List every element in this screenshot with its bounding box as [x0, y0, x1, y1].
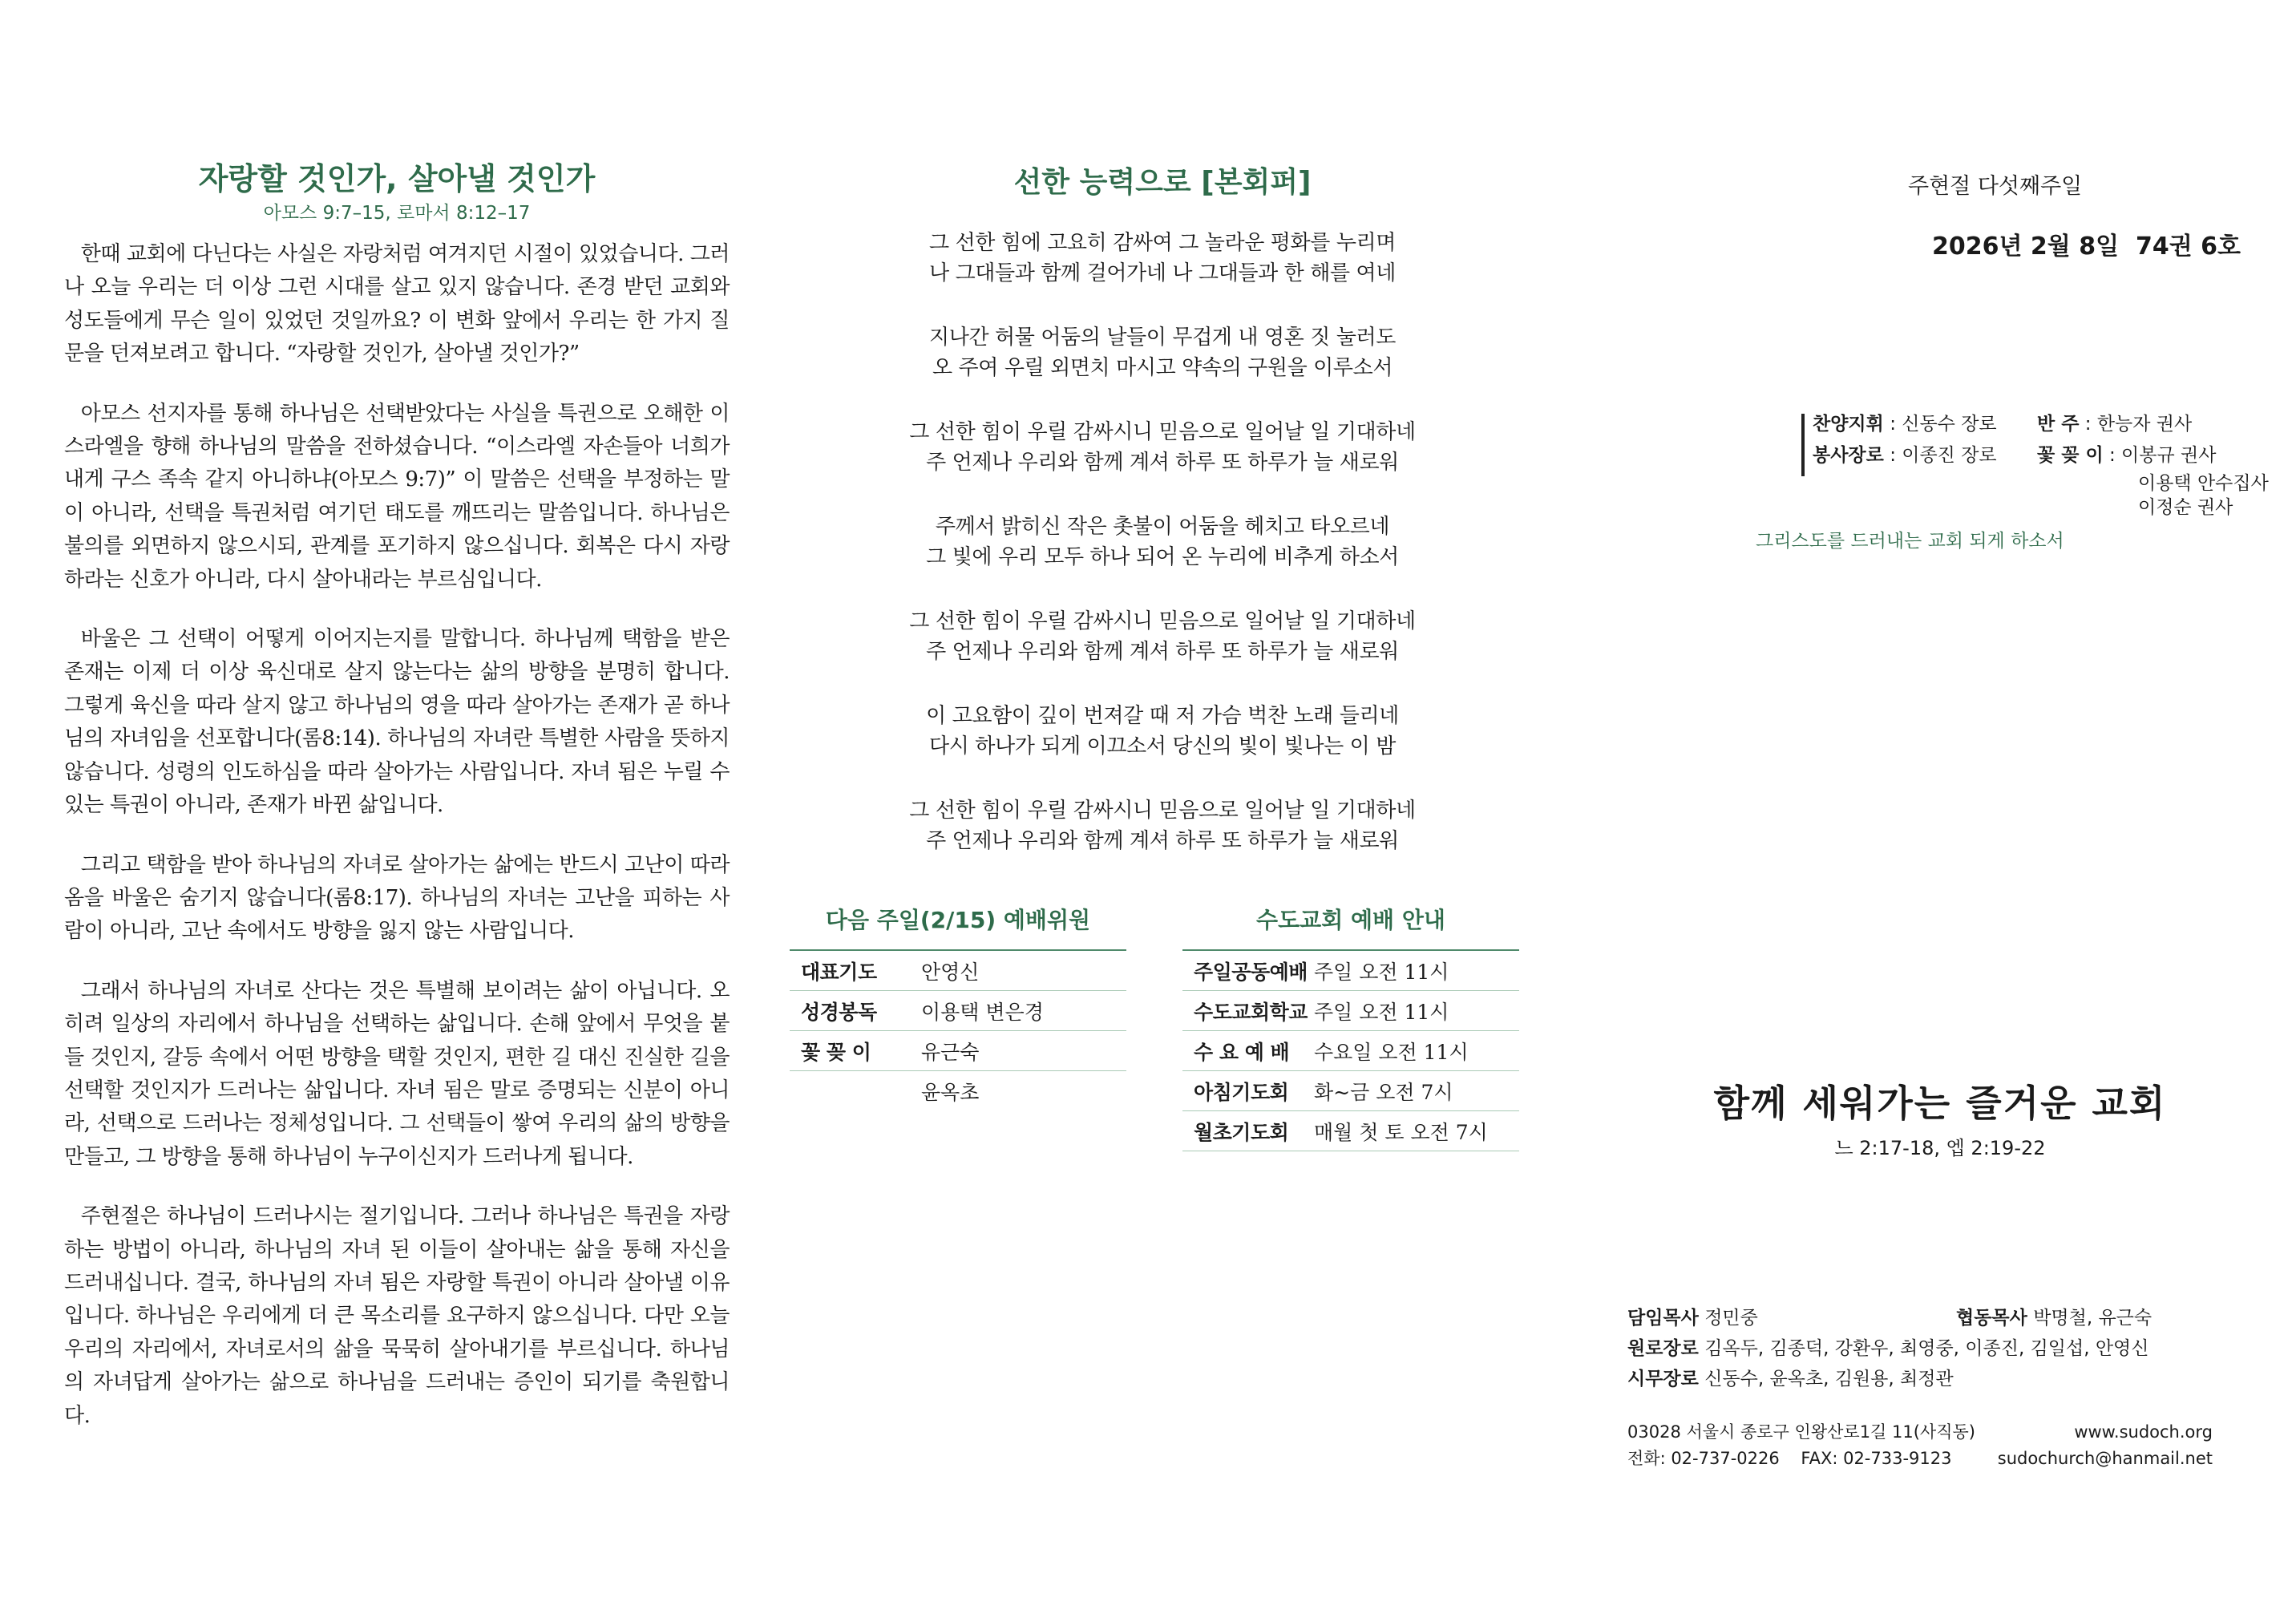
- service-duty-list: [1801, 409, 2269, 520]
- service-name: 주일공동예배: [1194, 960, 1308, 984]
- worship-schedule-title: 수도교회 예배 안내: [1256, 907, 1445, 933]
- hymn-line: 주 언제나 우리와 함께 계셔 하루 또 하루가 늘 새로워: [926, 640, 1399, 664]
- staff-row: [1627, 1333, 2152, 1364]
- issue-volume: 74권 6호: [2135, 233, 2241, 261]
- worship-schedule: [1182, 904, 1519, 1151]
- service-name: 월초기도회: [1194, 1120, 1289, 1144]
- hymn-line: 지나간 허물 어둠의 날들이 무겁게 내 영혼 짓 눌러도: [929, 326, 1396, 350]
- hymn-stanza: [782, 228, 1543, 289]
- church-address: 03028 서울시 종로구 인왕산로1길 11(사직동): [1627, 1422, 1975, 1442]
- hymn-column: [782, 160, 1543, 890]
- hymn-stanza: [782, 512, 1543, 572]
- table-row: [1182, 951, 1519, 991]
- next-week-committee: [790, 904, 1126, 1110]
- hymn-line: 나 그대들과 함께 걸어가네 나 그대들과 한 해를 여네: [929, 261, 1396, 285]
- table-row: [1182, 991, 1519, 1031]
- sermon-scripture-reference: 아모스 9:7–15, 로마서 8:12–17: [263, 203, 531, 224]
- duty-value: : 이종진 장로: [1890, 445, 1997, 466]
- staff-row: [1627, 1364, 2152, 1394]
- role-value: 유근숙: [921, 1040, 980, 1064]
- role-value: 이용택 변은경: [921, 1000, 1044, 1024]
- service-time: 매월 첫 토 오전 7시: [1314, 1120, 1488, 1144]
- duty-value: 이용택 안수집사: [2138, 473, 2269, 494]
- church-motto: 그리스도를 드러내는 교회 되게 하소서: [1756, 531, 2064, 552]
- staff-label: 시무장로: [1627, 1369, 1699, 1389]
- duty-value: : 이봉규 권사: [2108, 445, 2217, 466]
- issue-date: 2026년 2월 8일: [1932, 233, 2120, 261]
- church-contact: [1627, 1419, 2213, 1472]
- hymn-stanza: [782, 795, 1543, 856]
- duty-row: [1801, 440, 2269, 471]
- hymn-line: 주 언제나 우리와 함께 계셔 하루 또 하루가 늘 새로워: [926, 829, 1399, 853]
- service-time: 화~금 오전 7시: [1314, 1080, 1453, 1104]
- worship-schedule-table: [1182, 949, 1519, 1151]
- issue-date-line: [1932, 226, 2241, 261]
- duty-row: [1801, 409, 2269, 440]
- church-slogan: 함께 세워가는 즐거운 교회: [1713, 1082, 2167, 1125]
- sermon-paragraph: 바울은 그 선택이 어떻게 이어지는지를 말합니다. 하나님께 택함을 받은 존재는 이제 더 이상 육신대로 살지 않는다는 삶의 방향을 분명히 합니다. 그렇게 육신을 따라 살지 않고 하나님의 영을 따라 살아가는 존재가 곧 하나님의 자녀임을 선포합니다(롬8:14). 하나님의 자녀란 특별한 사람을 뜻하지 않습니다. 성령의 인도하심을 따라 살아가는 사람입니다. 자녀 됨은 누릴 수 있는 특권이 아니라, 존재가 바뀐 삶입니다.: [64, 627, 730, 818]
- role-value: 윤옥초: [921, 1080, 980, 1104]
- hymn-line: 그 선한 힘이 우릴 감싸시니 믿음으로 일어날 일 기대하네: [909, 799, 1416, 823]
- sermon-paragraph: 주현절은 하나님이 드러나시는 절기입니다. 그러나 하나님은 특권을 자랑하는 방법이 아니라, 하나님의 자녀 된 이들이 살아내는 삶을 통해 자신을 드러내십니다. 결국, 하나님의 자녀 됨은 자랑할 특권이 아니라 살아낼 이유입니다. 하나님은 우리에게 더 큰 목소리를 요구하지 않으십니다. 다만 오늘 우리의 자리에서, 자녀로서의 삶을 묵묵히 살아내기를 부르십니다. 하나님의 자녀답게 살아가는 삶으로 하나님을 드러내는 증인이 되기를 축원합니다.: [64, 1204, 730, 1428]
- table-row: [1182, 1031, 1519, 1071]
- hymn-line: 이 고요함이 깊이 번져갈 때 저 가슴 벅찬 노래 들리네: [926, 704, 1399, 728]
- duty-label: 반 주: [2037, 414, 2080, 435]
- duty-row: [1801, 471, 2269, 495]
- sermon-paragraph: 그리고 택함을 받아 하나님의 자녀로 살아가는 삶에는 반드시 고난이 따라옴을 바울은 숨기지 않습니다(롬8:17). 하나님의 자녀는 고난을 피하는 사람이 아니라, 고난 속에서도 방향을 잃지 않는 사람입니다.: [64, 852, 730, 944]
- sermon-paragraph: 한때 교회에 다닌다는 사실은 자랑처럼 여겨지던 시절이 있었습니다. 그러나 오늘 우리는 더 이상 그런 시대를 살고 있지 않습니다. 존경 받던 교회와 성도들에게 무슨 일이 있었던 것일까요? 이 변화 앞에서 우리는 한 가지 질문을 던져보려고 합니다. “자랑할 것인가, 살아낼 것인가?”: [64, 242, 730, 366]
- staff-label: 협동목사: [1956, 1308, 2027, 1329]
- duty-value: : 신동수 장로: [1890, 414, 1997, 435]
- staff-label: 원로장로: [1627, 1338, 1699, 1359]
- duty-value: : 한능자 권사: [2084, 414, 2193, 435]
- staff-label: 담임목사: [1627, 1308, 1699, 1329]
- table-row: [1182, 1111, 1519, 1151]
- sermon-title: 자랑할 것인가, 살아낼 것인가: [198, 161, 596, 196]
- staff-names: 박명철, 유근숙: [2033, 1308, 2152, 1329]
- table-row: [790, 991, 1126, 1031]
- role-value: 안영신: [921, 960, 980, 984]
- sermon-paragraph: 아모스 선지자를 통해 하나님은 선택받았다는 사실을 특권으로 오해한 이스라엘을 향해 하나님의 말씀을 전하셨습니다. “이스라엘 자손들아 너희가 내게 구스 족속 같지 아니하냐(아모스 9:7)” 이 말씀은 선택을 부정하는 말이 아니라, 선택을 특권처럼 여기던 태도를 깨뜨리는 말씀입니다. 하나님은 불의를 외면하지 않으시되, 관계를 포기하지 않으십니다. 회복은 다시 자랑하라는 신호가 아니라, 다시 살아내라는 부르심입니다.: [64, 401, 730, 592]
- hymn-stanza: [782, 322, 1543, 383]
- slogan-scripture-reference: 느 2:17-18, 엡 2:19-22: [1834, 1137, 2046, 1159]
- duty-label: 꽃 꽂 이: [2037, 445, 2104, 466]
- hymn-title: 선한 능력으로 [본회퍼]: [1013, 166, 1312, 199]
- service-name: 수 요 예 배: [1194, 1040, 1290, 1064]
- hymn-line: 그 빛에 우리 모두 하나 되어 온 누리에 비추게 하소서: [926, 545, 1399, 569]
- staff-names: 정민중: [1704, 1308, 1758, 1329]
- hymn-stanza: [782, 701, 1543, 762]
- sermon-column: [64, 156, 730, 1459]
- liturgical-season: 주현절 다섯째주일: [1908, 174, 2083, 199]
- service-time: 주일 오전 11시: [1314, 1000, 1449, 1024]
- role-label: 꽃 꽂 이: [801, 1040, 871, 1064]
- duty-label: 찬양지휘: [1813, 414, 1884, 435]
- hymn-line: 주 언제나 우리와 함께 계셔 하루 또 하루가 늘 새로워: [926, 451, 1399, 475]
- pastoral-staff: [1627, 1303, 2152, 1394]
- table-row: [790, 1031, 1126, 1071]
- church-phone-fax: 전화: 02-737-0226 FAX: 02-733-9123: [1627, 1449, 1952, 1468]
- role-label: 성경봉독: [801, 1000, 877, 1024]
- contact-row: [1627, 1419, 2213, 1446]
- service-name: 수도교회학교: [1194, 1000, 1308, 1024]
- hymn-line: 그 선한 힘이 우릴 감싸시니 믿음으로 일어날 일 기대하네: [909, 609, 1416, 633]
- role-label: 대표기도: [801, 960, 877, 984]
- hymn-line: 다시 하나가 되게 이끄소서 당신의 빛이 빛나는 이 밤: [929, 734, 1396, 758]
- hymn-stanza: [782, 417, 1543, 478]
- hymn-stanza: [782, 606, 1543, 667]
- service-time: 수요일 오전 11시: [1314, 1040, 1469, 1064]
- service-time: 주일 오전 11시: [1314, 960, 1449, 984]
- table-row: [790, 951, 1126, 991]
- church-website[interactable]: www.sudoch.org: [2074, 1422, 2213, 1442]
- table-row: [1182, 1071, 1519, 1111]
- service-name: 아침기도회: [1194, 1080, 1289, 1104]
- duty-label: 봉사장로: [1813, 445, 1884, 466]
- staff-row: [1627, 1303, 2152, 1333]
- hymn-line: 그 선한 힘에 고요히 감싸여 그 놀라운 평화를 누리며: [929, 231, 1396, 255]
- hymn-line: 그 선한 힘이 우릴 감싸시니 믿음으로 일어날 일 기대하네: [909, 420, 1416, 444]
- duty-value: 이정순 권사: [2138, 497, 2233, 518]
- staff-names: 신동수, 윤옥초, 김원용, 최정관: [1704, 1369, 1954, 1389]
- duty-row: [1801, 495, 2269, 520]
- hymn-line: 주께서 밝히신 작은 촛불이 어둠을 헤치고 타오르네: [935, 515, 1390, 539]
- next-week-title: 다음 주일(2/15) 예배위원: [825, 907, 1091, 933]
- staff-names: 김옥두, 김종덕, 강환우, 최영중, 이종진, 김일섭, 안영신: [1704, 1338, 2149, 1359]
- divider: [1801, 414, 1805, 476]
- sermon-paragraph: 그래서 하나님의 자녀로 산다는 것은 특별해 보이려는 삶이 아닙니다. 오히려 일상의 자리에서 하나님을 선택하는 삶입니다. 손해 앞에서 무엇을 붙들 것인지, 갈등 속에서 어떤 방향을 택할 것인지, 편한 길 대신 진실한 길을 선택할 것인지가 드러나는 삶입니다. 자녀 됨은 말로 증명되는 신분이 아니라, 선택으로 드러나는 정체성입니다. 그 선택들이 쌓여 우리의 삶의 방향을 만들고, 그 방향을 통해 하나님이 누구이신지가 드러나게 됩니다.: [64, 978, 730, 1169]
- contact-row: [1627, 1446, 2213, 1472]
- hymn-line: 오 주여 우릴 외면치 마시고 약속의 구원을 이루소서: [932, 356, 1393, 380]
- next-week-table: [790, 949, 1126, 1110]
- church-email[interactable]: sudochurch@hanmail.net: [1997, 1449, 2213, 1468]
- table-row: [790, 1071, 1126, 1110]
